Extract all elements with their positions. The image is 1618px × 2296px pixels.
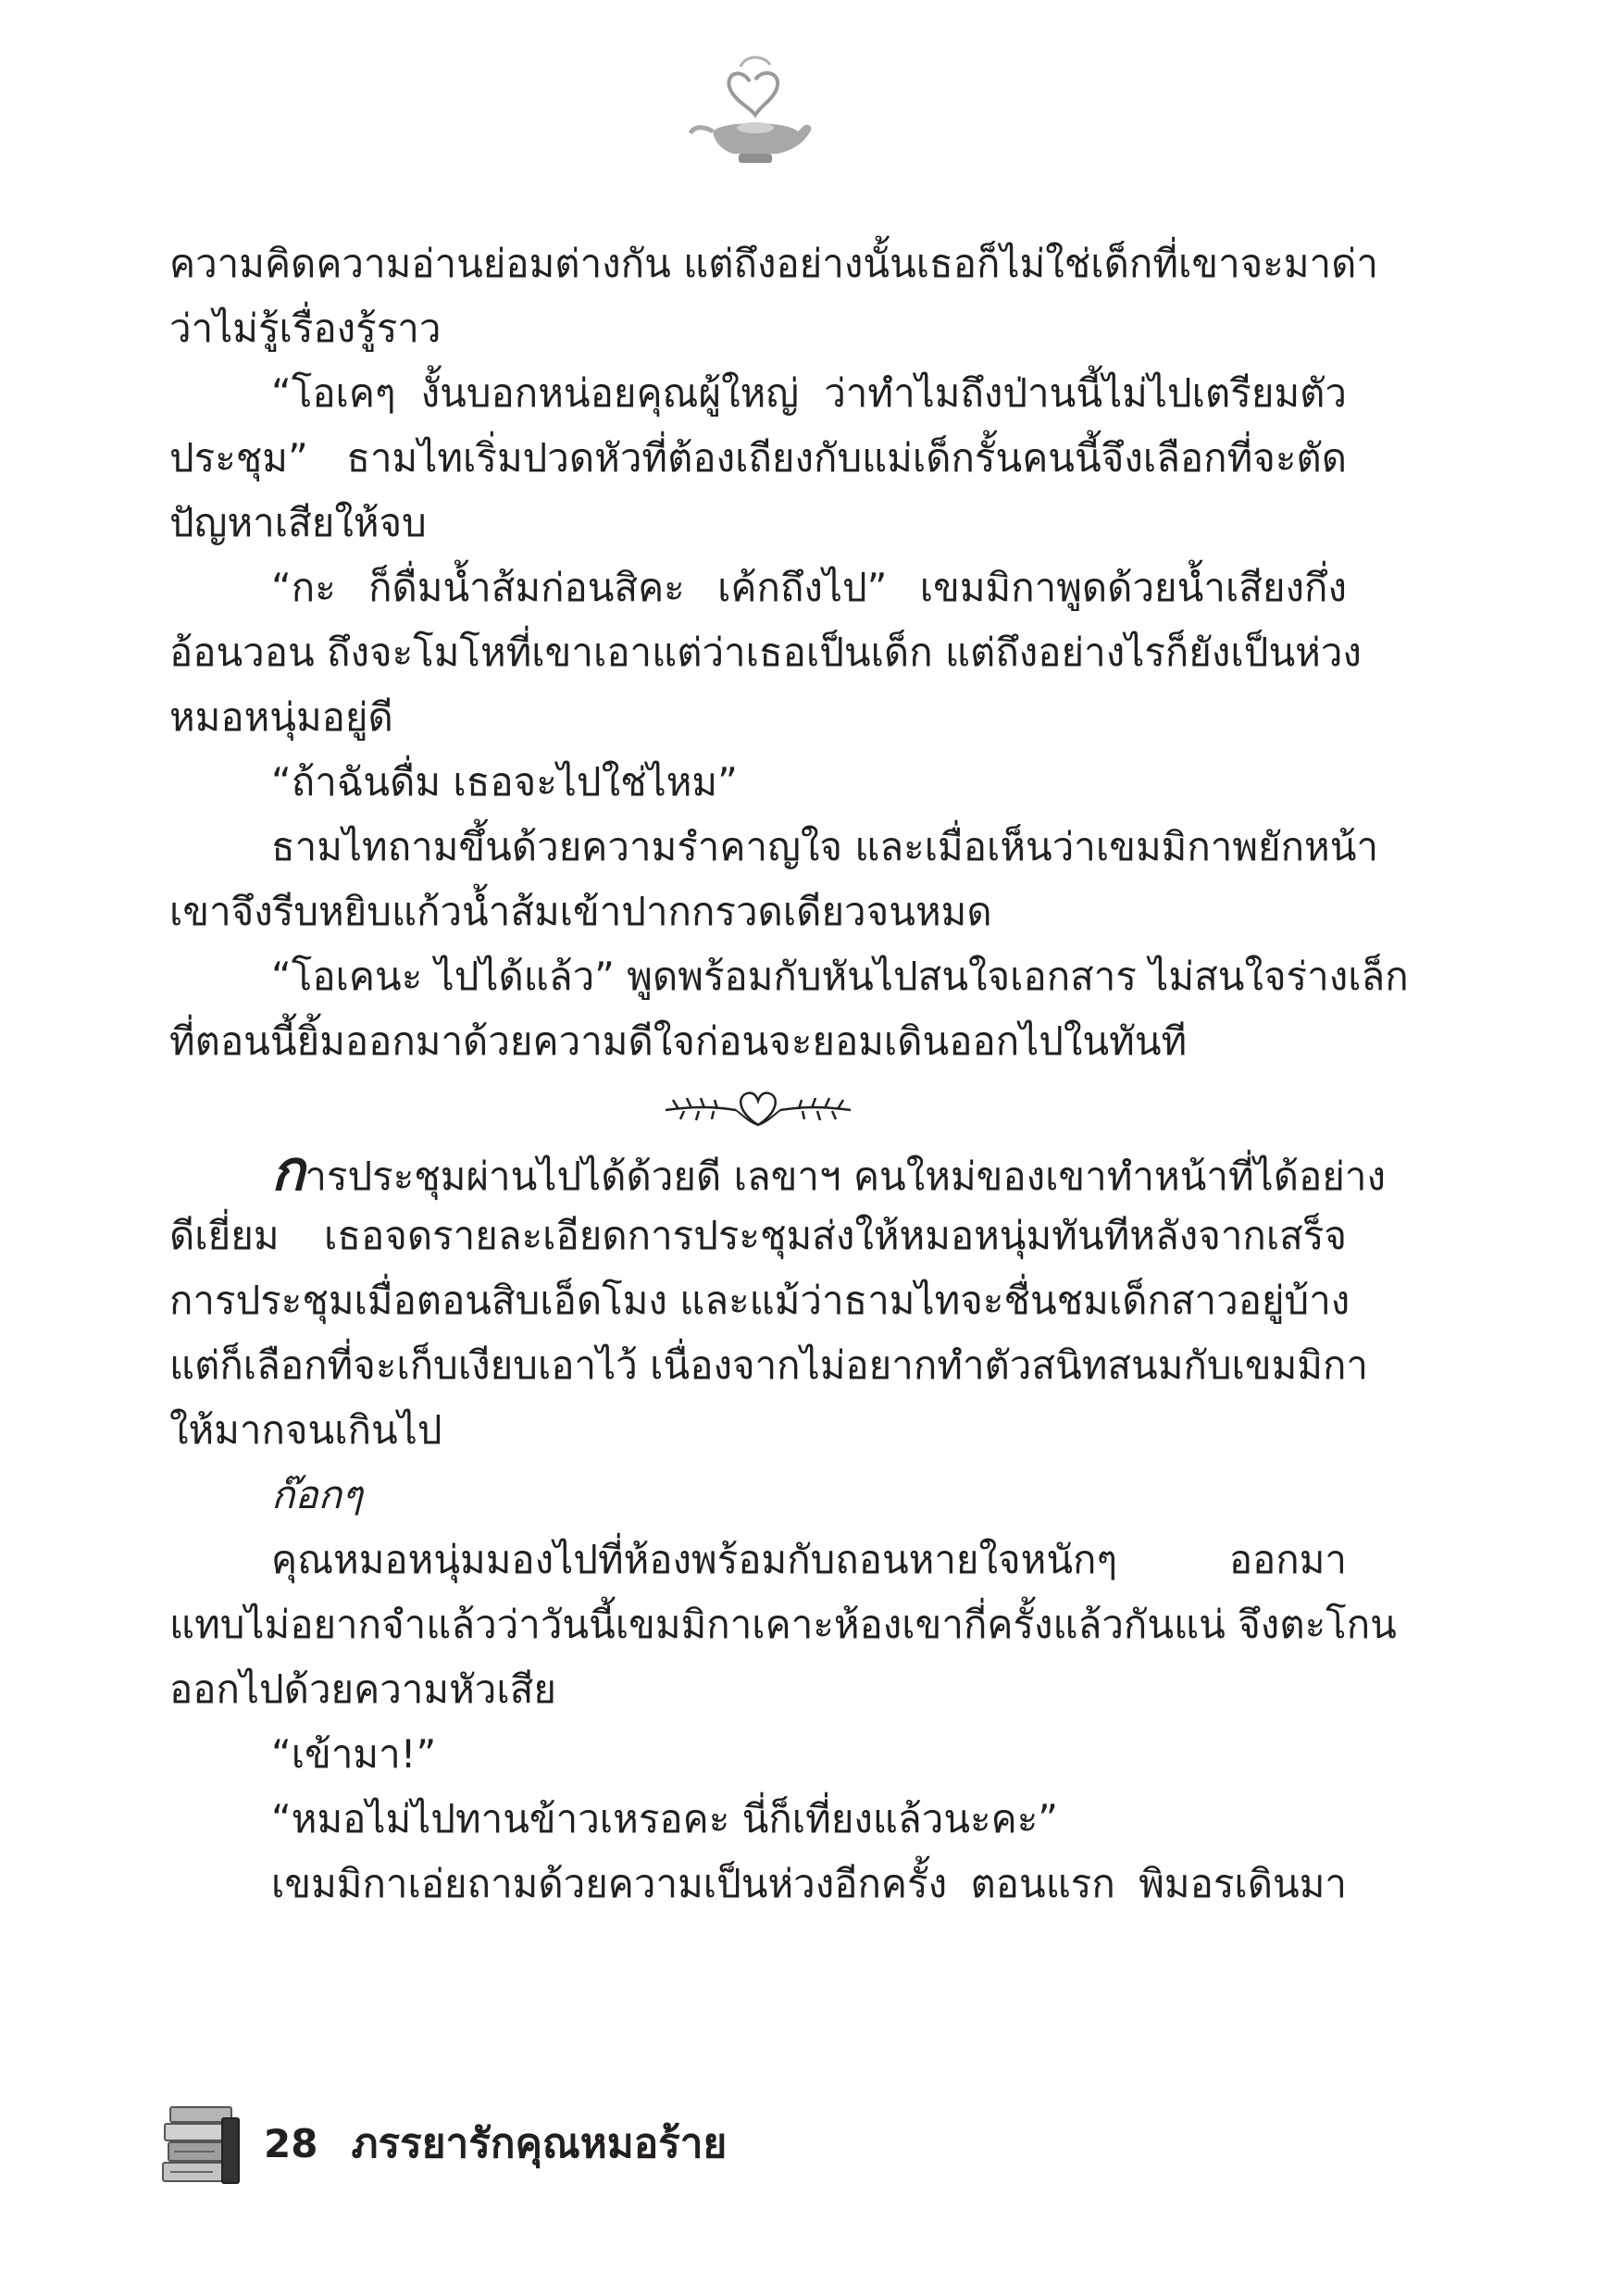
body-text (169, 231, 1409, 1916)
text-line: “โอเคนะ ไปได้แล้ว” พูดพร้อมกับหันไปสนใจเอกสาร ไม่สนใจร่างเล็ก (271, 954, 1409, 999)
page-number: 28 (264, 2120, 318, 2166)
book-title: ภรรยารักคุณหมอร้าย (351, 2120, 728, 2167)
text-line: แต่ก็เลือกที่จะเก็บเงียบเอาไว้ เนื่องจากไม่อยากทำตัวสนิทสนมกับเขมมิกา (169, 1342, 1368, 1388)
text-line: ออกไปด้วยความหัวเสีย (169, 1666, 556, 1712)
text-line: ให้มากจนเกินไป (169, 1407, 442, 1453)
text-line: “ถ้าฉันดื่ม เธอจะไปใช่ไหม” (271, 759, 738, 805)
genie-lamp-heart-icon (685, 46, 824, 176)
section-divider (169, 1074, 1347, 1139)
page-footer (157, 2097, 727, 2190)
text-line: เขาจึงรีบหยิบแก้วน้ำส้มเข้าปากกรวดเดียวจนหมด (169, 889, 992, 934)
text-line: อ้อนวอน ถึงจะโมโหที่เขาเอาแต่ว่าเธอเป็นเด็ก แต่ถึงอย่างไรก็ยังเป็นห่วง (169, 630, 1362, 675)
vine-heart-divider-icon (656, 1079, 860, 1134)
text-line: ธามไทถามขึ้นด้วยความรำคาญใจ และเมื่อเห็นว่าเขมมิกาพยักหน้า (271, 824, 1379, 869)
text-line: “กะ ก็ดื่มน้ำส้มก่อนสิคะ เค้กถึงไป” เขมมิกาพูดด้วยน้ำเสียงกึ่ง (271, 565, 1347, 610)
text-line (169, 1139, 1386, 1204)
text-line: ความคิดความอ่านย่อมต่างกัน แต่ถึงอย่างนั้นเธอก็ไม่ใช่เด็กที่เขาจะมาด่า (169, 241, 1378, 286)
text-line: การประชุมเมื่อตอนสิบเอ็ดโมง และแม้ว่าธามไทจะชื่นชมเด็กสาวอยู่บ้าง (169, 1278, 1350, 1323)
text-line: ดีเยี่ยม เธอจดรายละเอียดการประชุมส่งให้หมอหนุ่มทันทีหลังจากเสร็จ (169, 1213, 1347, 1258)
text-line: “เข้ามา!” (271, 1731, 437, 1777)
text-line-rest: ารประชุมผ่านไปได้ด้วยดี เลขาฯ คนใหม่ของเขาทำหน้าที่ได้อย่าง (305, 1154, 1386, 1199)
drop-cap: ก (271, 1139, 305, 1204)
text-line: ปัญหาเสียให้จบ (169, 500, 427, 545)
text-line: ก๊อกๆ (271, 1472, 363, 1517)
text-line: ที่ตอนนี้ยิ้มออกมาด้วยความดีใจก่อนจะยอมเดินออกไปในทันที (169, 1018, 1188, 1064)
text-line: หมอหนุ่มอยู่ดี (169, 694, 393, 740)
text-line: คุณหมอหนุ่มมองไปที่ห้องพร้อมกับถอนหายใจหนักๆ ออกมา (271, 1537, 1347, 1582)
text-line: “หมอไม่ไปทานข้าวเหรอคะ นี่ก็เที่ยงแล้วนะคะ” (271, 1796, 1059, 1841)
text-line: “โอเคๆ งั้นบอกหน่อยคุณผู้ใหญ่ ว่าทำไมถึงป่านนี้ไม่ไปเตรียมตัว (271, 370, 1347, 416)
book-stack-icon (157, 2100, 245, 2188)
text-line: เขมมิกาเอ่ยถามด้วยความเป็นห่วงอีกครั้ง ตอนแรก พิมอรเดินมา (271, 1861, 1347, 1906)
text-line: ประชุม” ธามไทเริ่มปวดหัวที่ต้องเถียงกับแม่เด็กรั้นคนนี้จึงเลือกที่จะตัด (169, 435, 1347, 480)
text-line: ว่าไม่รู้เรื่องรู้ราว (169, 306, 442, 351)
text-line: แทบไม่อยากจำแล้วว่าวันนี้เขมมิกาเคาะห้องเขากี่ครั้งแล้วกันแน่ จึงตะโกน (169, 1602, 1397, 1647)
